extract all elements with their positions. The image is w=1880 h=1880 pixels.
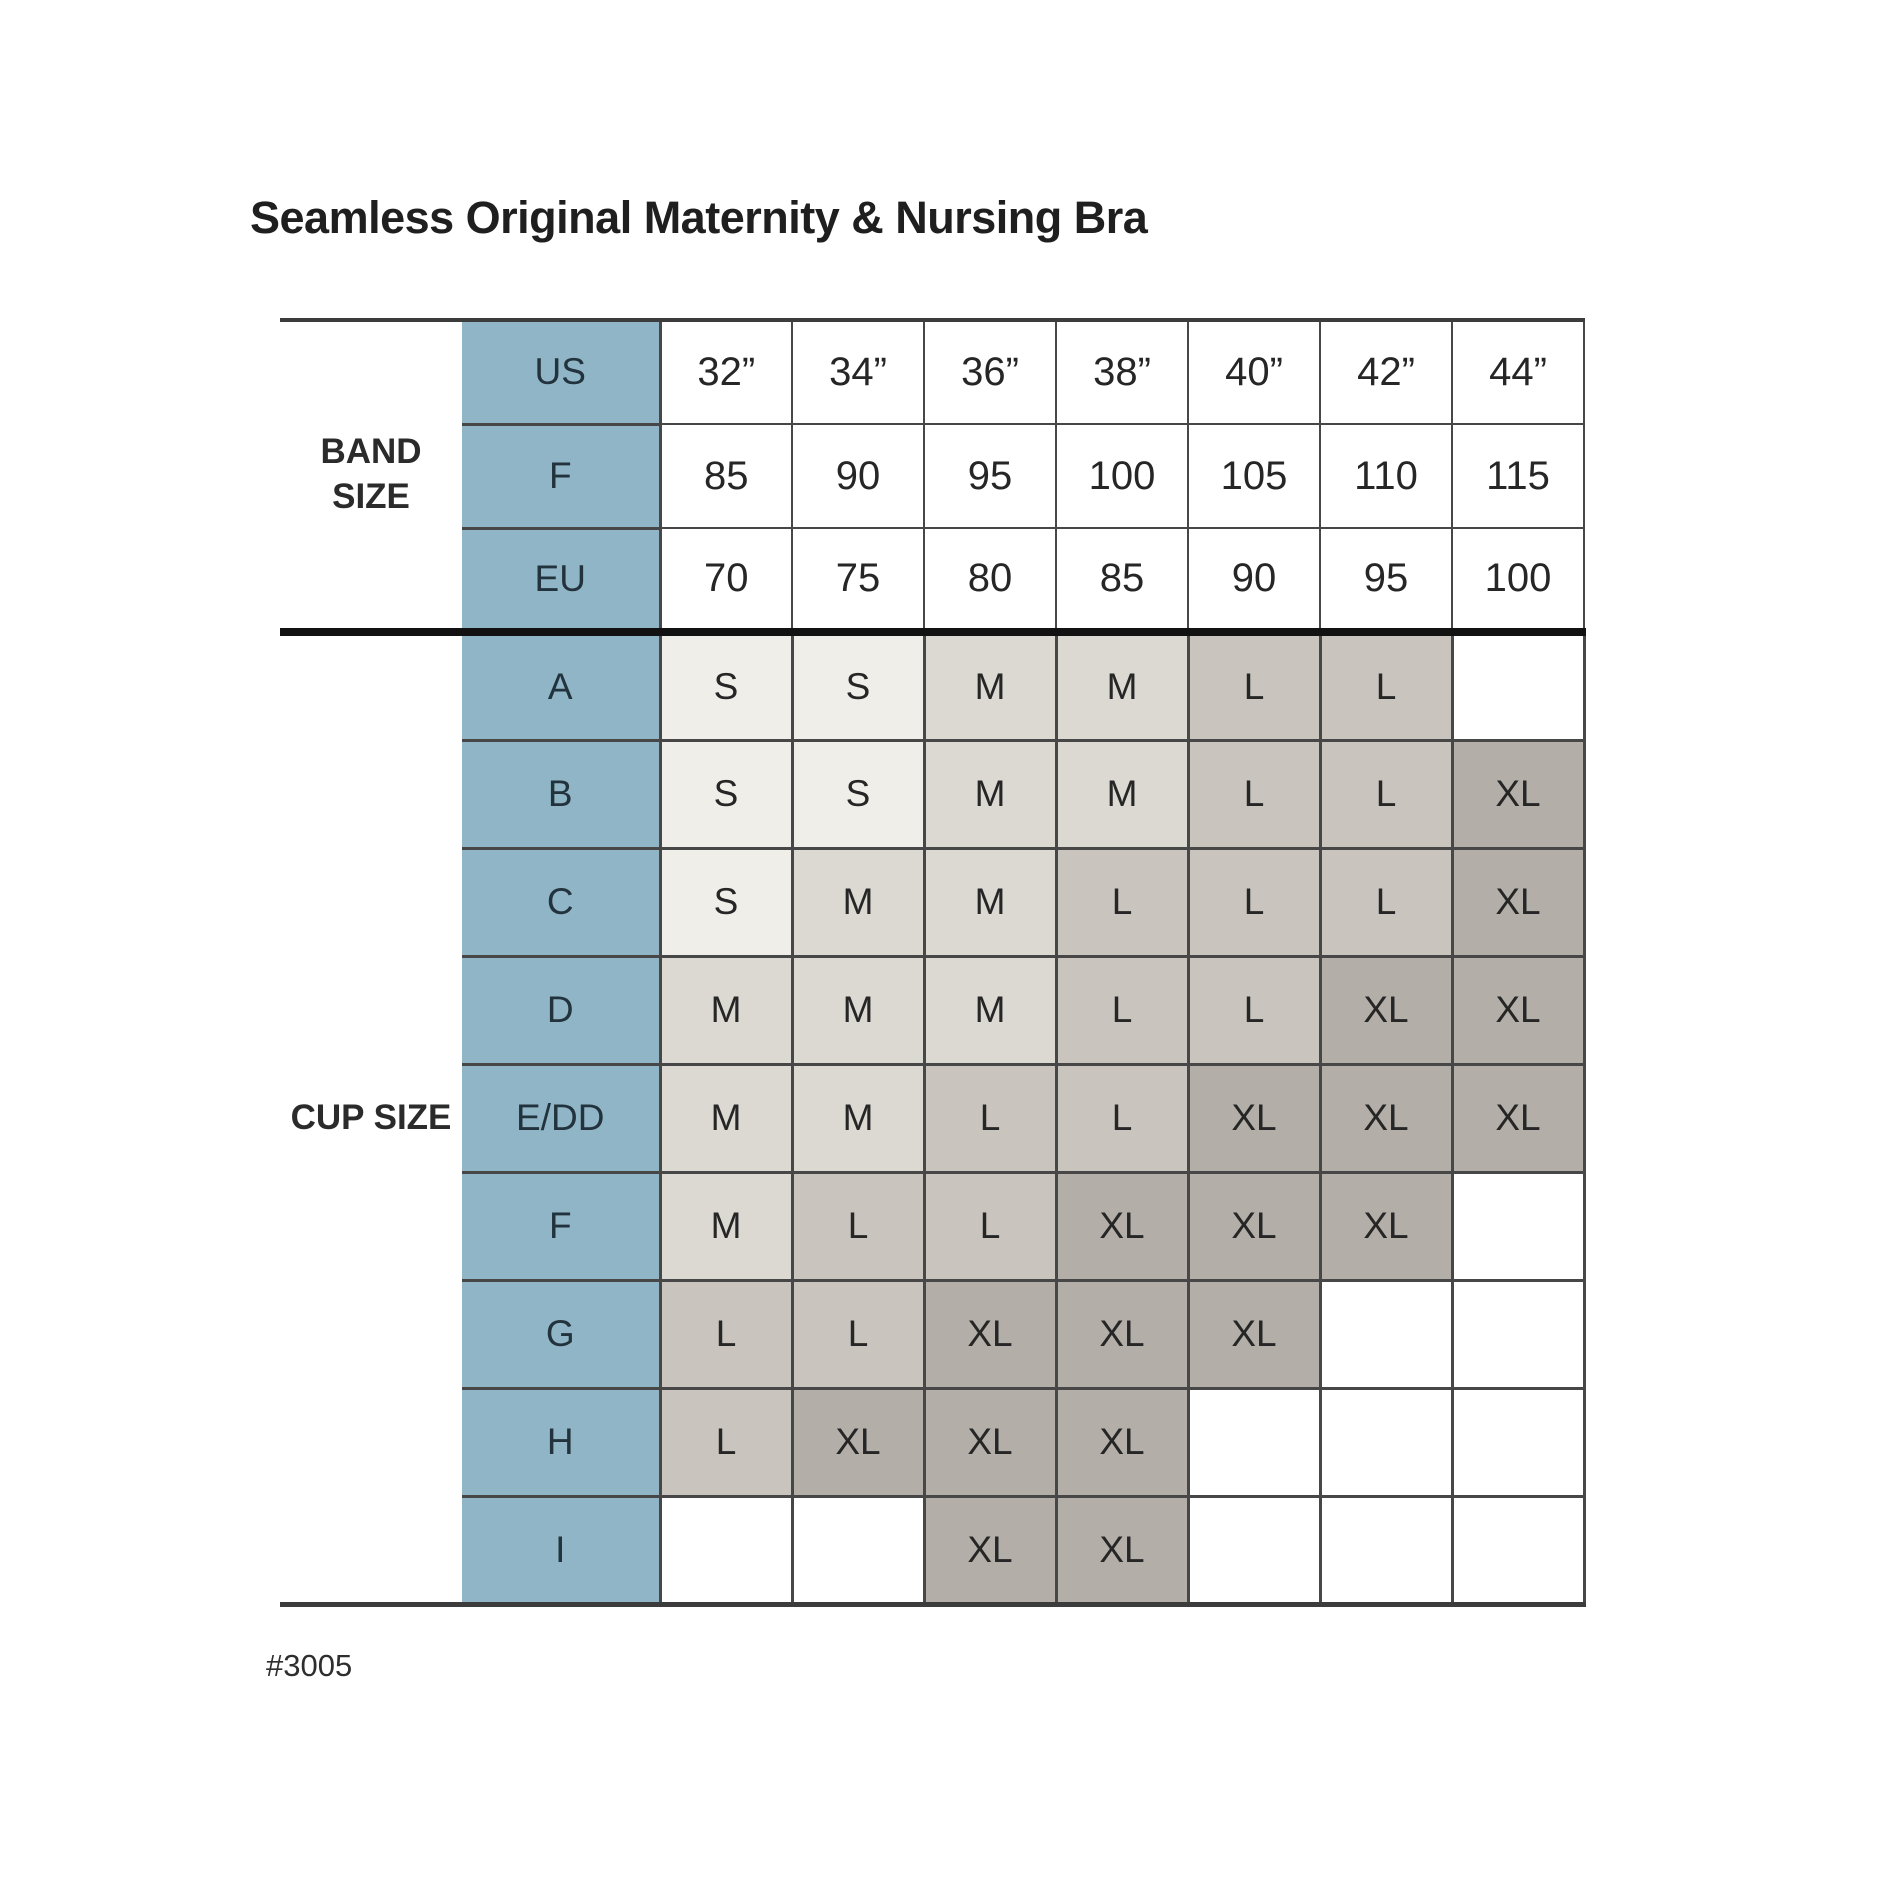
band-value-cell: 100: [1452, 528, 1584, 632]
size-cell: XL: [1056, 1388, 1188, 1496]
band-value-cell: 44”: [1452, 320, 1584, 424]
band-value-cell: 70: [660, 528, 792, 632]
band-row: [280, 528, 1584, 632]
row-header-us: US: [462, 320, 660, 424]
size-cell: XL: [924, 1280, 1056, 1388]
band-value-cell: 75: [792, 528, 924, 632]
band-value-cell: 40”: [1188, 320, 1320, 424]
size-cell: L: [1188, 848, 1320, 956]
row-header-f: F: [462, 424, 660, 528]
band-value-cell: 85: [660, 424, 792, 528]
size-cell: XL: [1188, 1172, 1320, 1280]
row-header-g: G: [462, 1280, 660, 1388]
product-code: #3005: [266, 1648, 353, 1683]
size-cell: L: [1320, 740, 1452, 848]
size-cell: XL: [1452, 956, 1584, 1064]
size-cell: M: [660, 956, 792, 1064]
band-value-cell: 90: [792, 424, 924, 528]
size-cell: S: [660, 632, 792, 740]
size-cell: L: [924, 1064, 1056, 1172]
size-cell: M: [924, 956, 1056, 1064]
band-value-cell: 95: [1320, 528, 1452, 632]
band-value-cell: 38”: [1056, 320, 1188, 424]
row-header-h: H: [462, 1388, 660, 1496]
cup-row: [280, 1388, 1584, 1496]
size-cell: M: [792, 848, 924, 956]
cup-row: [280, 1280, 1584, 1388]
size-cell: L: [660, 1388, 792, 1496]
size-cell: L: [1188, 740, 1320, 848]
size-cell: L: [660, 1280, 792, 1388]
row-header-eu: EU: [462, 528, 660, 632]
empty-cell: [1452, 1496, 1584, 1604]
size-cell: M: [1056, 632, 1188, 740]
band-value-cell: 90: [1188, 528, 1320, 632]
size-cell: L: [1320, 632, 1452, 740]
band-value-cell: 105: [1188, 424, 1320, 528]
size-cell: XL: [1320, 956, 1452, 1064]
size-cell: XL: [924, 1388, 1056, 1496]
cup-row: [280, 740, 1584, 848]
band-value-cell: 110: [1320, 424, 1452, 528]
size-cell: XL: [1320, 1064, 1452, 1172]
empty-cell: [1452, 1388, 1584, 1496]
empty-cell: [1320, 1496, 1452, 1604]
size-cell: XL: [1452, 1064, 1584, 1172]
size-cell: S: [660, 740, 792, 848]
row-header-b: B: [462, 740, 660, 848]
band-row: [280, 320, 1584, 424]
size-cell: XL: [1188, 1064, 1320, 1172]
empty-cell: [1452, 1280, 1584, 1388]
size-cell: XL: [1188, 1280, 1320, 1388]
cup-row: [280, 1064, 1584, 1172]
band-size-section: [280, 320, 1584, 632]
page-title: Seamless Original Maternity & Nursing Bra: [250, 192, 1148, 243]
cup-row: [280, 1496, 1584, 1604]
band-row: [280, 424, 1584, 528]
row-header-a: A: [462, 632, 660, 740]
size-cell: XL: [1056, 1496, 1188, 1604]
size-cell: L: [1056, 848, 1188, 956]
size-cell: XL: [1056, 1172, 1188, 1280]
row-header-f: F: [462, 1172, 660, 1280]
size-cell: S: [660, 848, 792, 956]
band-section-label: BAND SIZE: [280, 320, 462, 632]
size-cell: XL: [1320, 1172, 1452, 1280]
empty-cell: [1188, 1496, 1320, 1604]
row-header-edd: E/DD: [462, 1064, 660, 1172]
band-value-cell: 115: [1452, 424, 1584, 528]
row-header-c: C: [462, 848, 660, 956]
empty-cell: [1320, 1388, 1452, 1496]
empty-cell: [1320, 1280, 1452, 1388]
band-value-cell: 32”: [660, 320, 792, 424]
size-cell: XL: [1452, 848, 1584, 956]
cup-section-label: CUP SIZE: [280, 632, 462, 1604]
band-value-cell: 36”: [924, 320, 1056, 424]
size-cell: M: [792, 956, 924, 1064]
size-cell: M: [924, 632, 1056, 740]
band-value-cell: 34”: [792, 320, 924, 424]
size-cell: L: [1056, 956, 1188, 1064]
empty-cell: [1188, 1388, 1320, 1496]
cup-row: [280, 848, 1584, 956]
band-value-cell: 85: [1056, 528, 1188, 632]
size-cell: L: [1056, 1064, 1188, 1172]
empty-cell: [792, 1496, 924, 1604]
size-cell: S: [792, 632, 924, 740]
size-cell: L: [792, 1280, 924, 1388]
band-value-cell: 100: [1056, 424, 1188, 528]
size-cell: S: [792, 740, 924, 848]
empty-cell: [1452, 632, 1584, 740]
band-value-cell: 42”: [1320, 320, 1452, 424]
size-cell: M: [660, 1172, 792, 1280]
size-cell: L: [792, 1172, 924, 1280]
cup-size-section: [280, 632, 1584, 1604]
size-cell: M: [924, 848, 1056, 956]
row-header-i: I: [462, 1496, 660, 1604]
size-cell: L: [1320, 848, 1452, 956]
band-value-cell: 80: [924, 528, 1056, 632]
cup-row: [280, 1172, 1584, 1280]
size-cell: M: [1056, 740, 1188, 848]
size-chart-table: [280, 318, 1586, 1607]
band-value-cell: 95: [924, 424, 1056, 528]
size-cell: M: [660, 1064, 792, 1172]
size-cell: L: [1188, 632, 1320, 740]
size-cell: L: [1188, 956, 1320, 1064]
size-cell: XL: [1056, 1280, 1188, 1388]
empty-cell: [1452, 1172, 1584, 1280]
cup-row: [280, 956, 1584, 1064]
size-cell: M: [792, 1064, 924, 1172]
size-cell: XL: [792, 1388, 924, 1496]
row-header-d: D: [462, 956, 660, 1064]
size-cell: L: [924, 1172, 1056, 1280]
size-cell: XL: [1452, 740, 1584, 848]
size-cell: XL: [924, 1496, 1056, 1604]
cup-row: [280, 632, 1584, 740]
empty-cell: [660, 1496, 792, 1604]
size-cell: M: [924, 740, 1056, 848]
